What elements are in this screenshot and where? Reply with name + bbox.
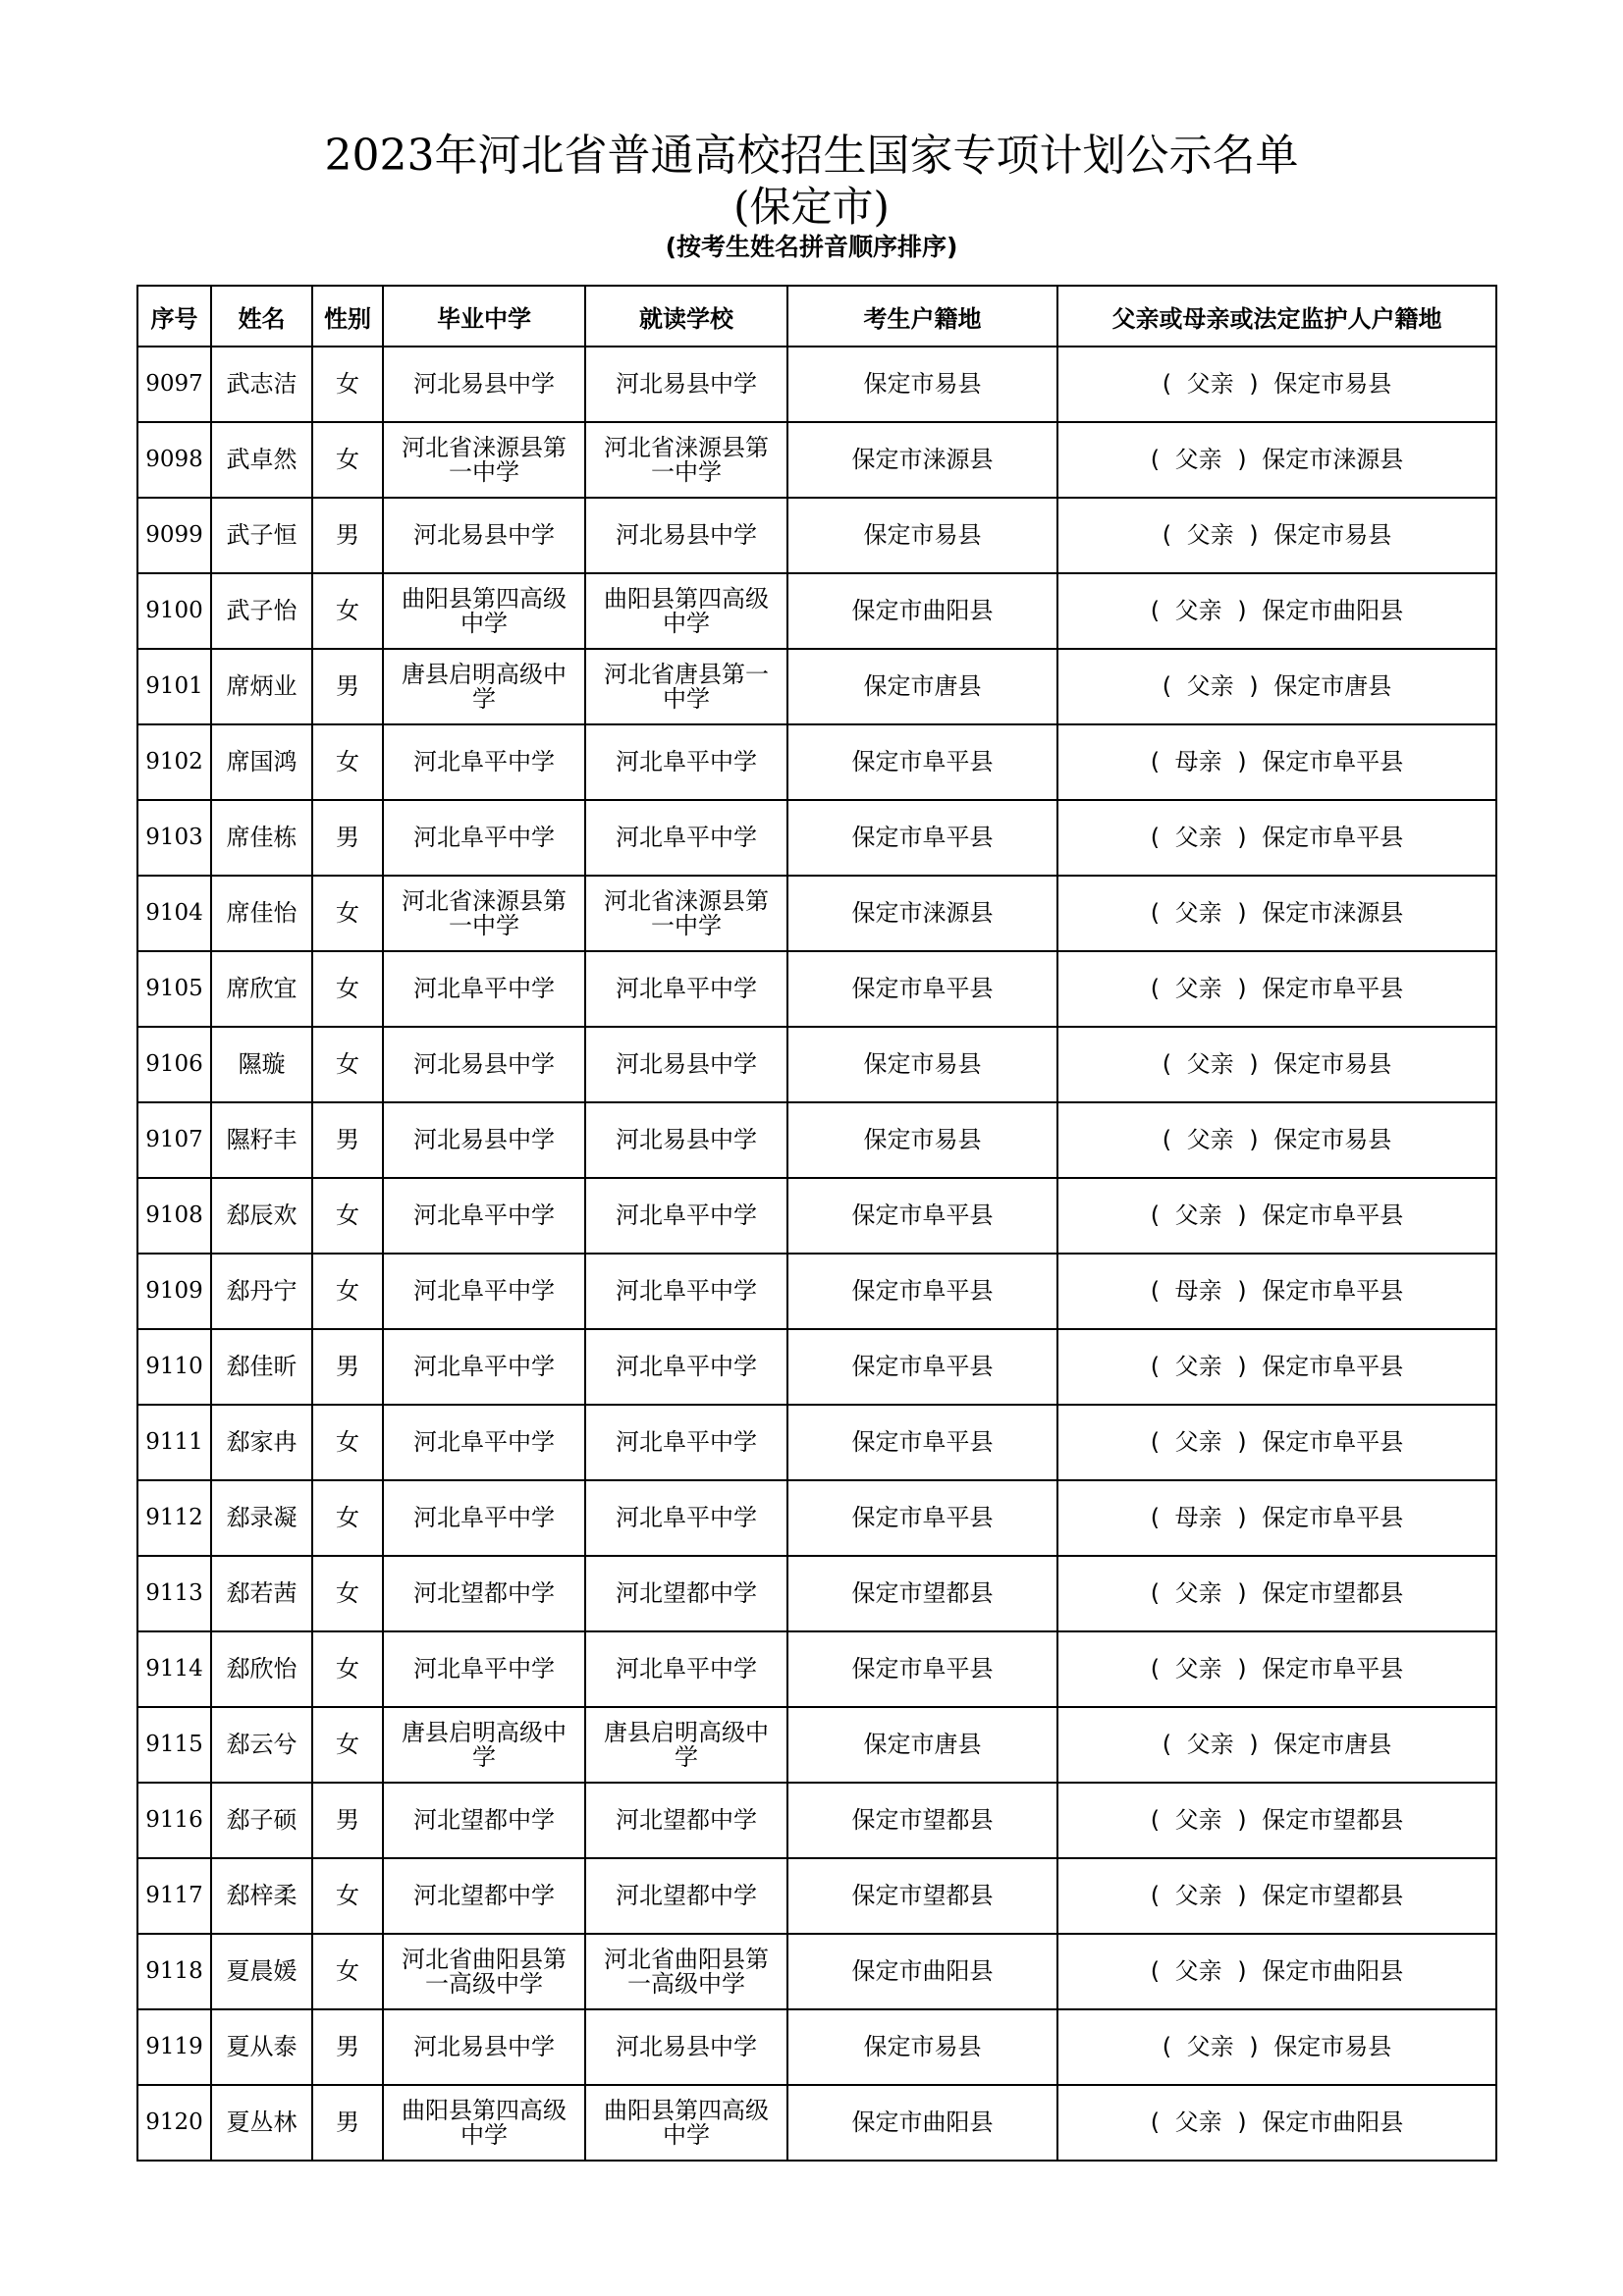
table-row (137, 1254, 1496, 1329)
cell-residence: 保定市阜平县 (787, 1480, 1057, 1556)
cell-id: 9119 (137, 2009, 211, 2085)
cell-guardian-residence: ( 父亲 ) 保定市曲阳县 (1057, 2085, 1496, 2161)
cell-guardian-residence: ( 父亲 ) 保定市易县 (1057, 2009, 1496, 2085)
cell-name: 武子怡 (211, 573, 312, 649)
cell-gender: 女 (312, 422, 383, 498)
table-header-row (137, 286, 1496, 347)
cell-name: 夏从泰 (211, 2009, 312, 2085)
cell-grad-school: 河北易县中学 (383, 498, 585, 573)
cell-gender: 女 (312, 573, 383, 649)
cell-guardian-residence: ( 父亲 ) 保定市涞源县 (1057, 422, 1496, 498)
cell-grad-school: 曲阳县第四高级中学 (383, 573, 585, 649)
cell-name: 郄子硕 (211, 1783, 312, 1858)
cell-gender: 女 (312, 1178, 383, 1254)
cell-id: 9117 (137, 1858, 211, 1934)
cell-gender: 女 (312, 1480, 383, 1556)
cell-id: 9102 (137, 724, 211, 800)
table-row (137, 2009, 1496, 2085)
table-row (137, 1556, 1496, 1631)
cell-id: 9118 (137, 1934, 211, 2009)
cell-name: 夏丛林 (211, 2085, 312, 2161)
cell-current-school: 河北阜平中学 (585, 1405, 787, 1480)
cell-current-school: 河北易县中学 (585, 2009, 787, 2085)
table-row (137, 422, 1496, 498)
cell-current-school: 河北易县中学 (585, 347, 787, 422)
cell-name: 席国鸿 (211, 724, 312, 800)
table-row (137, 573, 1496, 649)
cell-name: 武卓然 (211, 422, 312, 498)
cell-gender: 男 (312, 2009, 383, 2085)
cell-gender: 男 (312, 649, 383, 724)
cell-name: 武志洁 (211, 347, 312, 422)
cell-current-school: 河北阜平中学 (585, 800, 787, 876)
cell-current-school: 河北阜平中学 (585, 1329, 787, 1405)
table-row (137, 1858, 1496, 1934)
cell-id: 9106 (137, 1027, 211, 1102)
cell-current-school: 河北省涞源县第一中学 (585, 422, 787, 498)
cell-current-school: 河北望都中学 (585, 1556, 787, 1631)
cell-id: 9098 (137, 422, 211, 498)
table-row (137, 1405, 1496, 1480)
cell-guardian-residence: ( 父亲 ) 保定市阜平县 (1057, 1178, 1496, 1254)
cell-gender: 女 (312, 1556, 383, 1631)
cell-residence: 保定市望都县 (787, 1858, 1057, 1934)
cell-grad-school: 曲阳县第四高级中学 (383, 2085, 585, 2161)
cell-current-school: 河北省涞源县第一中学 (585, 876, 787, 951)
cell-grad-school: 河北省涞源县第一中学 (383, 876, 585, 951)
roster-table (136, 285, 1497, 2162)
cell-name: 席炳业 (211, 649, 312, 724)
cell-current-school: 河北阜平中学 (585, 951, 787, 1027)
cell-gender: 女 (312, 951, 383, 1027)
cell-residence: 保定市唐县 (787, 649, 1057, 724)
cell-residence: 保定市阜平县 (787, 1254, 1057, 1329)
cell-residence: 保定市望都县 (787, 1556, 1057, 1631)
table-row (137, 1027, 1496, 1102)
table-row (137, 498, 1496, 573)
cell-id: 9110 (137, 1329, 211, 1405)
cell-gender: 女 (312, 876, 383, 951)
cell-name: 夏晨媛 (211, 1934, 312, 2009)
cell-residence: 保定市易县 (787, 498, 1057, 573)
cell-residence: 保定市望都县 (787, 1783, 1057, 1858)
cell-residence: 保定市阜平县 (787, 800, 1057, 876)
cell-current-school: 河北易县中学 (585, 1027, 787, 1102)
table-row (137, 724, 1496, 800)
cell-name: 武子恒 (211, 498, 312, 573)
cell-name: 隰璇 (211, 1027, 312, 1102)
cell-grad-school: 河北阜平中学 (383, 1254, 585, 1329)
cell-grad-school: 河北阜平中学 (383, 951, 585, 1027)
cell-current-school: 河北望都中学 (585, 1783, 787, 1858)
cell-current-school: 河北阜平中学 (585, 724, 787, 800)
cell-grad-school: 河北阜平中学 (383, 1631, 585, 1707)
cell-guardian-residence: ( 父亲 ) 保定市涞源县 (1057, 876, 1496, 951)
cell-name: 郄梓柔 (211, 1858, 312, 1934)
cell-current-school: 唐县启明高级中学 (585, 1707, 787, 1783)
cell-residence: 保定市涞源县 (787, 422, 1057, 498)
cell-residence: 保定市易县 (787, 1027, 1057, 1102)
cell-name: 郄录凝 (211, 1480, 312, 1556)
cell-gender: 女 (312, 1934, 383, 2009)
table-row (137, 1631, 1496, 1707)
cell-id: 9113 (137, 1556, 211, 1631)
cell-current-school: 河北望都中学 (585, 1858, 787, 1934)
cell-name: 席佳栋 (211, 800, 312, 876)
table-row (137, 951, 1496, 1027)
cell-id: 9108 (137, 1178, 211, 1254)
document-title: 2023年河北省普通高校招生国家专项计划公示名单 (324, 131, 1299, 181)
cell-current-school: 河北阜平中学 (585, 1631, 787, 1707)
roster-body (137, 347, 1496, 2161)
cell-guardian-residence: ( 父亲 ) 保定市阜平县 (1057, 951, 1496, 1027)
cell-current-school: 河北阜平中学 (585, 1480, 787, 1556)
cell-current-school: 河北易县中学 (585, 1102, 787, 1178)
cell-id: 9105 (137, 951, 211, 1027)
cell-residence: 保定市阜平县 (787, 1405, 1057, 1480)
cell-guardian-residence: ( 父亲 ) 保定市阜平县 (1057, 1405, 1496, 1480)
cell-guardian-residence: ( 父亲 ) 保定市易县 (1057, 1027, 1496, 1102)
cell-gender: 男 (312, 1783, 383, 1858)
header-residence: 考生户籍地 (787, 286, 1057, 347)
cell-name: 郄若茜 (211, 1556, 312, 1631)
cell-grad-school: 河北望都中学 (383, 1783, 585, 1858)
cell-grad-school: 河北阜平中学 (383, 1178, 585, 1254)
cell-name: 席欣宜 (211, 951, 312, 1027)
cell-residence: 保定市曲阳县 (787, 1934, 1057, 2009)
header-id: 序号 (137, 286, 211, 347)
cell-guardian-residence: ( 父亲 ) 保定市易县 (1057, 347, 1496, 422)
cell-name: 郄欣怡 (211, 1631, 312, 1707)
table-row (137, 876, 1496, 951)
cell-residence: 保定市阜平县 (787, 951, 1057, 1027)
cell-guardian-residence: ( 父亲 ) 保定市阜平县 (1057, 1329, 1496, 1405)
cell-gender: 男 (312, 1329, 383, 1405)
cell-id: 9103 (137, 800, 211, 876)
cell-name: 郄佳昕 (211, 1329, 312, 1405)
cell-residence: 保定市易县 (787, 347, 1057, 422)
cell-grad-school: 河北阜平中学 (383, 1480, 585, 1556)
cell-id: 9100 (137, 573, 211, 649)
cell-residence: 保定市阜平县 (787, 724, 1057, 800)
cell-grad-school: 河北易县中学 (383, 1102, 585, 1178)
header-grad-school: 毕业中学 (383, 286, 585, 347)
table-row (137, 347, 1496, 422)
table-row (137, 649, 1496, 724)
cell-residence: 保定市阜平县 (787, 1631, 1057, 1707)
cell-id: 9099 (137, 498, 211, 573)
cell-grad-school: 河北阜平中学 (383, 724, 585, 800)
cell-guardian-residence: ( 父亲 ) 保定市阜平县 (1057, 1631, 1496, 1707)
cell-grad-school: 河北易县中学 (383, 347, 585, 422)
cell-grad-school: 河北省曲阳县第一高级中学 (383, 1934, 585, 2009)
table-row (137, 1178, 1496, 1254)
cell-guardian-residence: ( 父亲 ) 保定市易县 (1057, 1102, 1496, 1178)
cell-gender: 女 (312, 1631, 383, 1707)
header-gender: 性别 (312, 286, 383, 347)
cell-gender: 女 (312, 1405, 383, 1480)
cell-guardian-residence: ( 父亲 ) 保定市望都县 (1057, 1858, 1496, 1934)
cell-residence: 保定市曲阳县 (787, 2085, 1057, 2161)
cell-guardian-residence: ( 母亲 ) 保定市阜平县 (1057, 724, 1496, 800)
cell-grad-school: 河北望都中学 (383, 1556, 585, 1631)
cell-grad-school: 唐县启明高级中学 (383, 649, 585, 724)
cell-name: 郄辰欢 (211, 1178, 312, 1254)
cell-id: 9114 (137, 1631, 211, 1707)
cell-residence: 保定市阜平县 (787, 1178, 1057, 1254)
cell-grad-school: 河北阜平中学 (383, 800, 585, 876)
cell-current-school: 曲阳县第四高级中学 (585, 2085, 787, 2161)
cell-grad-school: 河北望都中学 (383, 1858, 585, 1934)
cell-name: 郄家冉 (211, 1405, 312, 1480)
cell-guardian-residence: ( 父亲 ) 保定市唐县 (1057, 1707, 1496, 1783)
cell-guardian-residence: ( 父亲 ) 保定市唐县 (1057, 649, 1496, 724)
cell-id: 9116 (137, 1783, 211, 1858)
cell-current-school: 河北阜平中学 (585, 1254, 787, 1329)
document-subtitle: (保定市) (733, 183, 890, 231)
cell-id: 9104 (137, 876, 211, 951)
cell-name: 郄云兮 (211, 1707, 312, 1783)
cell-grad-school: 河北易县中学 (383, 1027, 585, 1102)
cell-name: 隰籽丰 (211, 1102, 312, 1178)
cell-gender: 女 (312, 347, 383, 422)
cell-residence: 保定市曲阳县 (787, 573, 1057, 649)
table-row (137, 800, 1496, 876)
cell-current-school: 河北省唐县第一中学 (585, 649, 787, 724)
cell-gender: 女 (312, 1858, 383, 1934)
cell-guardian-residence: ( 父亲 ) 保定市阜平县 (1057, 800, 1496, 876)
header-name: 姓名 (211, 286, 312, 347)
cell-residence: 保定市阜平县 (787, 1329, 1057, 1405)
cell-id: 9112 (137, 1480, 211, 1556)
table-row (137, 1102, 1496, 1178)
cell-id: 9097 (137, 347, 211, 422)
cell-grad-school: 河北省涞源县第一中学 (383, 422, 585, 498)
header-current-school: 就读学校 (585, 286, 787, 347)
table-row (137, 1934, 1496, 2009)
cell-guardian-residence: ( 母亲 ) 保定市阜平县 (1057, 1480, 1496, 1556)
table-row (137, 1783, 1496, 1858)
cell-guardian-residence: ( 父亲 ) 保定市易县 (1057, 498, 1496, 573)
table-row (137, 1329, 1496, 1405)
cell-grad-school: 唐县启明高级中学 (383, 1707, 585, 1783)
table-row (137, 1480, 1496, 1556)
cell-gender: 女 (312, 1027, 383, 1102)
table-row (137, 2085, 1496, 2161)
cell-guardian-residence: ( 母亲 ) 保定市阜平县 (1057, 1254, 1496, 1329)
cell-guardian-residence: ( 父亲 ) 保定市望都县 (1057, 1556, 1496, 1631)
cell-gender: 女 (312, 1254, 383, 1329)
cell-gender: 女 (312, 1707, 383, 1783)
header-guardian-residence: 父亲或母亲或法定监护人户籍地 (1057, 286, 1496, 347)
cell-current-school: 曲阳县第四高级中学 (585, 573, 787, 649)
cell-grad-school: 河北阜平中学 (383, 1405, 585, 1480)
cell-current-school: 河北易县中学 (585, 498, 787, 573)
cell-id: 9107 (137, 1102, 211, 1178)
cell-residence: 保定市易县 (787, 1102, 1057, 1178)
cell-guardian-residence: ( 父亲 ) 保定市望都县 (1057, 1783, 1496, 1858)
cell-residence: 保定市易县 (787, 2009, 1057, 2085)
cell-current-school: 河北阜平中学 (585, 1178, 787, 1254)
cell-id: 9111 (137, 1405, 211, 1480)
cell-name: 席佳怡 (211, 876, 312, 951)
cell-id: 9109 (137, 1254, 211, 1329)
table-row (137, 1707, 1496, 1783)
cell-id: 9120 (137, 2085, 211, 2161)
cell-id: 9101 (137, 649, 211, 724)
cell-grad-school: 河北易县中学 (383, 2009, 585, 2085)
cell-gender: 女 (312, 724, 383, 800)
cell-current-school: 河北省曲阳县第一高级中学 (585, 1934, 787, 2009)
cell-gender: 男 (312, 2085, 383, 2161)
cell-residence: 保定市唐县 (787, 1707, 1057, 1783)
cell-gender: 男 (312, 498, 383, 573)
cell-residence: 保定市涞源县 (787, 876, 1057, 951)
cell-grad-school: 河北阜平中学 (383, 1329, 585, 1405)
cell-gender: 男 (312, 800, 383, 876)
cell-gender: 男 (312, 1102, 383, 1178)
cell-name: 郄丹宁 (211, 1254, 312, 1329)
cell-guardian-residence: ( 父亲 ) 保定市曲阳县 (1057, 573, 1496, 649)
sort-note: (按考生姓名拼音顺序排序) (665, 233, 958, 261)
cell-guardian-residence: ( 父亲 ) 保定市曲阳县 (1057, 1934, 1496, 2009)
cell-id: 9115 (137, 1707, 211, 1783)
